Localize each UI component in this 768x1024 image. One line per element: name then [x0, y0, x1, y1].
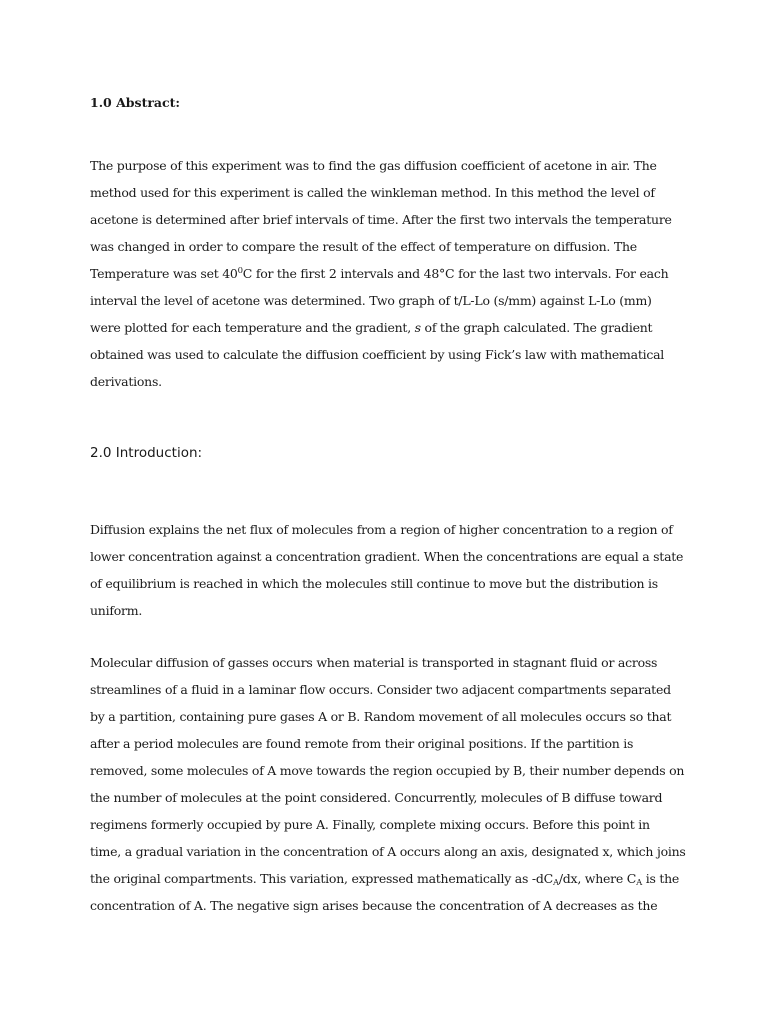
text-line: [90, 703, 686, 730]
abstract-heading: 1.0 Abstract:: [90, 95, 181, 110]
gradient-symbol: s: [414, 320, 421, 335]
text-line: [90, 368, 672, 395]
text-segment: was changed in order to compare the result of the effect of temperature on diffusion. The: [90, 239, 637, 254]
abstract-paragraph: [90, 152, 672, 395]
text-line: [90, 341, 672, 368]
text-line: [90, 811, 686, 838]
text-segment: time, a gradual variation in the concentration of A occurs along an axis, designated x, which joins: [90, 844, 686, 859]
text-segment: method used for this experiment is called the winkleman method. In this method the level of: [90, 185, 655, 200]
text-line: [90, 233, 672, 260]
text-line: uniform.: [90, 603, 143, 618]
text-line: [90, 152, 672, 179]
text-segment: The purpose of this experiment was to find the gas diffusion coefficient of acetone in air. The: [90, 158, 657, 173]
text-line: [90, 865, 686, 892]
text-segment: were plotted for each temperature and the gradient,: [90, 320, 415, 335]
text-line: [90, 649, 686, 676]
text-line: [90, 676, 686, 703]
text-segment: streamlines of a fluid in a laminar flow occurs. Consider two adjacent compartments separated: [90, 682, 671, 697]
text-line: [90, 730, 686, 757]
text-segment: C for the first 2 intervals and 48°C for the last two intervals. For each: [242, 266, 669, 281]
text-segment: concentration of A. The negative sign arises because the concentration of A decreases as the: [90, 898, 658, 913]
subscript-a: A: [552, 878, 559, 888]
text-segment: the original compartments. This variation, expressed mathematically as -dC: [90, 871, 553, 886]
text-segment: is the: [642, 871, 680, 886]
text-line: lower concentration against a concentration gradient. When the concentrations are equal a state: [90, 549, 684, 564]
subscript-a: A: [636, 878, 642, 888]
text-segment: obtained was used to calculate the diffusion coefficient by using Fick’s law with mathematical: [90, 347, 665, 362]
introduction-heading: 2.0 Introduction:: [90, 445, 203, 461]
introduction-paragraph-2: [90, 649, 686, 919]
text-segment: interval the level of acetone was determined. Two graph of t/L-Lo (s/mm) against L-Lo (mm): [90, 293, 652, 308]
text-line: [90, 757, 686, 784]
text-line: [90, 179, 672, 206]
text-line: [90, 892, 686, 919]
text-line: [90, 206, 672, 233]
text-segment: Molecular diffusion of gasses occurs when material is transported in stagnant fluid or across: [90, 655, 658, 670]
text-line: [90, 314, 672, 341]
text-segment: after a period molecules are found remote from their original positions. If the partition is: [90, 736, 634, 751]
text-line: [90, 838, 686, 865]
text-segment: acetone is determined after brief intervals of time. After the first two intervals the temperature: [90, 212, 672, 227]
text-line: [90, 784, 686, 811]
text-line: of equilibrium is reached in which the molecules still continue to move but the distribution is: [90, 576, 658, 591]
text-line: Diffusion explains the net flux of molecules from a region of higher concentration to a region of: [90, 522, 673, 537]
degree-superscript: 0: [237, 266, 243, 276]
text-segment: of the graph calculated. The gradient: [420, 320, 653, 335]
text-segment: the number of molecules at the point considered. Concurrently, molecules of B diffuse toward: [90, 790, 663, 805]
text-segment: Temperature was set 40: [90, 266, 238, 281]
text-segment: derivations.: [90, 374, 162, 389]
text-line: [90, 287, 672, 314]
text-segment: regimens formerly occupied by pure A. Finally, complete mixing occurs. Before this point in: [90, 817, 650, 832]
introduction-paragraph-1: [90, 516, 683, 624]
text-segment: removed, some molecules of A move towards the region occupied by B, their number depends on: [90, 763, 685, 778]
text-segment: by a partition, containing pure gases A or B. Random movement of all molecules occurs so that: [90, 709, 672, 724]
text-segment: /dx, where C: [558, 871, 637, 886]
text-line: [90, 260, 672, 287]
